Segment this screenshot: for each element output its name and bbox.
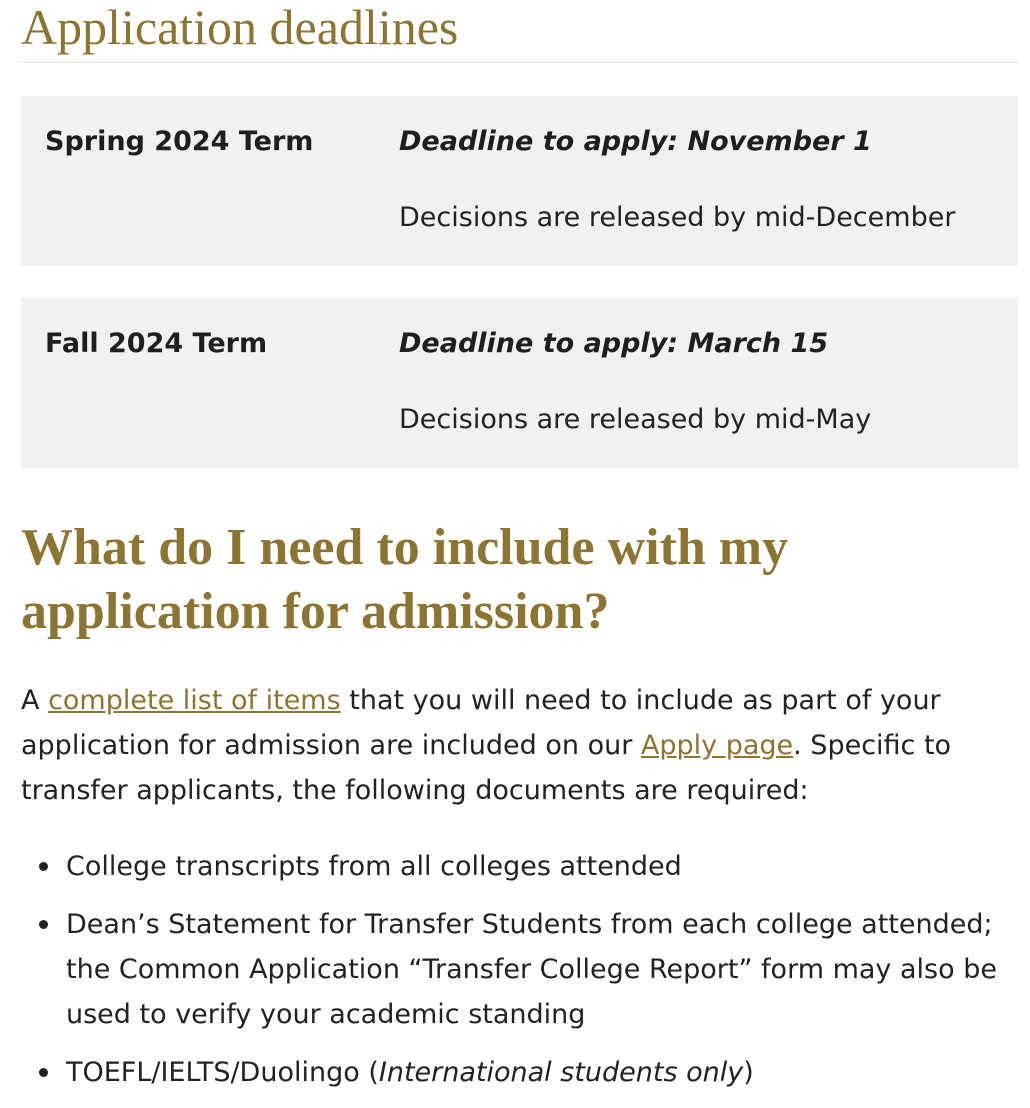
complete-list-link[interactable]: complete list of items <box>48 685 341 716</box>
requirements-heading: What do I need to include with my application for admission? <box>21 519 789 640</box>
term-deadline: Deadline to apply: November 1 <box>399 126 872 157</box>
list-item-text: Dean’s Statement for Transfer Students from each college attended; the Common Application “Transfer College Report” form may also be used to verify your academic standing <box>66 909 997 1030</box>
term-box-spring <box>21 96 1018 266</box>
list-item <box>21 902 1018 1037</box>
list-item-text: College transcripts from all colleges attended <box>66 851 682 882</box>
apply-page-link[interactable]: Apply page <box>640 730 794 761</box>
term-box-fall <box>21 298 1018 468</box>
term-name: Fall 2024 Term <box>45 328 268 359</box>
intro-text: that you will need to include as part of your application for admission are included on our <box>21 685 941 761</box>
term-decision: Decisions are released by mid-May <box>399 404 872 435</box>
intro-text: . Specific to transfer applicants, the following documents are required: <box>21 730 952 806</box>
bullet-icon <box>39 920 48 929</box>
term-deadline: Deadline to apply: March 15 <box>399 328 829 359</box>
list-item <box>21 1050 1018 1095</box>
deadlines-heading: Application deadlines <box>21 0 459 55</box>
bullet-icon <box>39 862 48 871</box>
heading-divider <box>21 62 1018 63</box>
list-item-emphasis: International students only <box>378 1057 744 1088</box>
term-decision: Decisions are released by mid-December <box>399 202 956 233</box>
list-item-text: TOEFL/IELTS/Duolingo ( <box>66 1057 379 1088</box>
required-documents-list <box>21 844 1018 1108</box>
list-item-text: ) <box>743 1057 754 1088</box>
bullet-icon <box>39 1068 48 1077</box>
requirements-intro <box>21 678 1018 813</box>
list-item <box>21 844 1018 889</box>
intro-text: A <box>21 685 49 716</box>
term-name: Spring 2024 Term <box>45 126 314 157</box>
